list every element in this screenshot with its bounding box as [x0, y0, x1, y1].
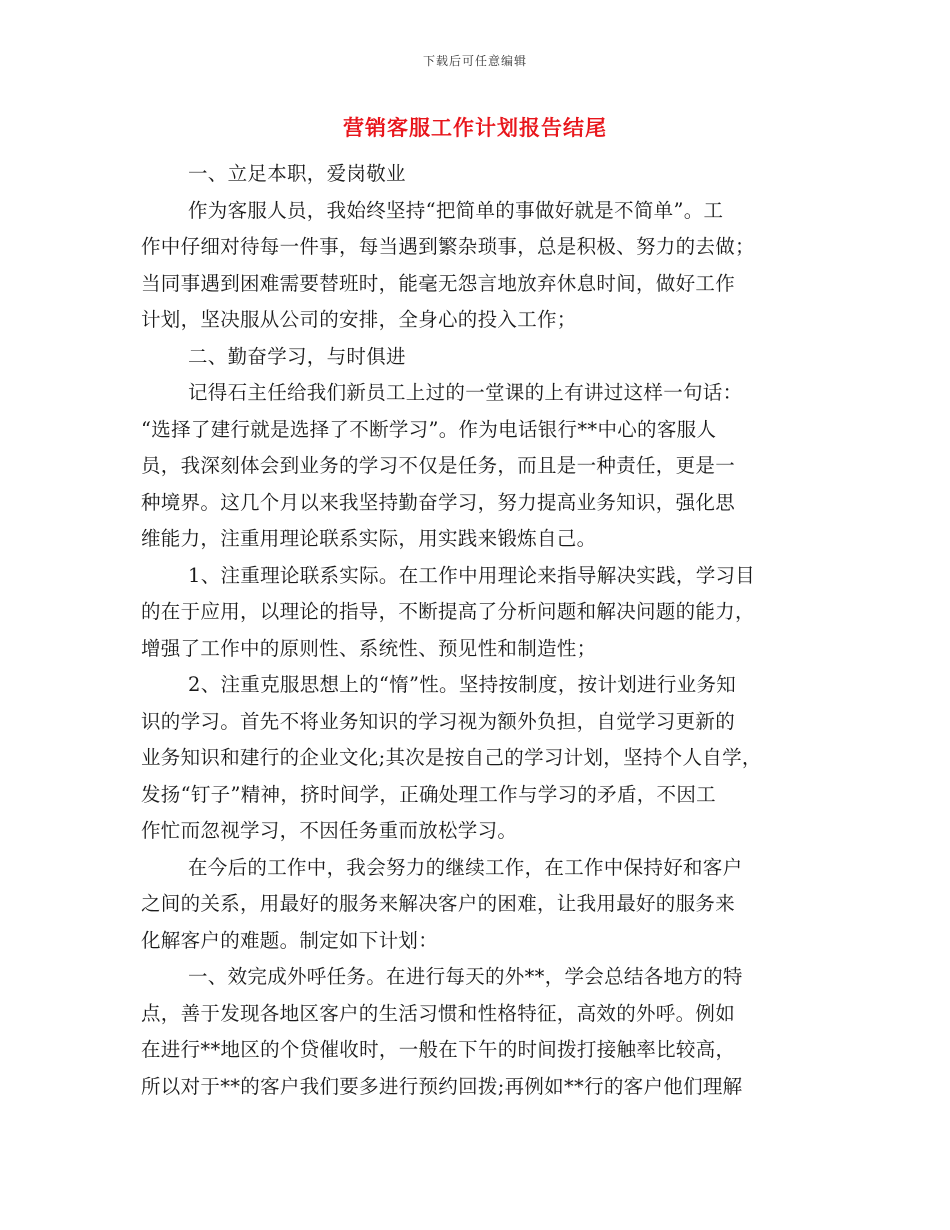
text-line: “选择了建行就是选择了不断学习”。作为电话银行**中心的客服人 [141, 417, 717, 441]
text-line: 化解客户的难题。制定如下计划： [141, 928, 439, 952]
paragraph [141, 193, 801, 339]
text-line: 2、注重克服思想上的“惰”性。坚持按制度，按计划进行业务知 [188, 673, 737, 696]
document-title: 营销客服工作计划报告结尾 [343, 115, 607, 140]
text-line: 当同事遇到困难需要替班时，能毫无怨言地放弃休息时间，做好工作 [141, 271, 736, 295]
paragraph [141, 558, 801, 668]
text-line: 一、效完成外呼任务。在进行每天的外**，学会总结各地方的特 [188, 965, 743, 988]
text-line: 的在于应用，以理论的指导，不断提高了分析问题和解决问题的能力， [141, 600, 755, 623]
text-line: 在进行**地区的个贷催收时，一般在下午的时间拨打接触率比较高， [141, 1038, 736, 1061]
text-line: 作中仔细对待每一件事，每当遇到繁杂琐事，总是积极、努力的去做； [141, 235, 755, 258]
text-line: 维能力，注重用理论联系实际，用实践来锻炼自己。 [141, 527, 597, 550]
paragraph [141, 850, 801, 960]
paragraph [141, 959, 801, 1105]
text-line: 作忙而忽视学习，不因任务重而放松学习。 [141, 819, 518, 842]
text-line: 计划，坚决服从公司的安排，全身心的投入工作； [141, 308, 577, 331]
text-line: 增强了工作中的原则性、系统性、预见性和制造性； [141, 636, 597, 660]
text-line: 记得石主任给我们新员工上过的一堂课的上有讲过这样一句话： [188, 381, 743, 404]
text-line: 1、注重理论联系实际。在工作中用理论来指导解决实践，学习目 [188, 563, 756, 587]
document-body [141, 156, 801, 1105]
section-heading [141, 339, 801, 376]
section-heading [141, 156, 801, 193]
paragraph [141, 667, 801, 850]
paragraph [141, 375, 801, 558]
text-line: 一、立足本职，爱岗敬业 [188, 162, 406, 185]
text-line: 发扬“钉子”精神，挤时间学，正确处理工作与学习的矛盾，不因工 [141, 782, 716, 806]
text-line: 二、勤奋学习，与时俱进 [188, 344, 406, 368]
text-line: 种境界。这几个月以来我坚持勤奋学习，努力提高业务知识，强化思 [141, 490, 736, 514]
text-line: 在今后的工作中，我会努力的继续工作，在工作中保持好和客户 [188, 855, 743, 879]
text-line: 业务知识和建行的企业文化;其次是按自己的学习计划，坚持个人自学， [141, 746, 762, 769]
text-line: 之间的关系，用最好的服务来解决客户的困难，让我用最好的服务来 [141, 892, 736, 915]
text-line: 识的学习。首先不将业务知识的学习视为额外负担，自觉学习更新的 [141, 709, 736, 733]
text-line: 点，善于发现各地区客户的生活习惯和性格特征，高效的外呼。例如 [141, 1001, 736, 1025]
text-line: 作为客服人员，我始终坚持“把简单的事做好就是不简单”。工 [188, 198, 724, 222]
text-line: 员，我深刻体会到业务的学习不仅是任务，而且是一种责任，更是一 [141, 454, 736, 477]
text-line: 所以对于**的客户我们要多进行预约回拨;再例如**行的客户他们理解 [141, 1074, 743, 1098]
header-note: 下载后可任意编辑 [422, 54, 527, 68]
